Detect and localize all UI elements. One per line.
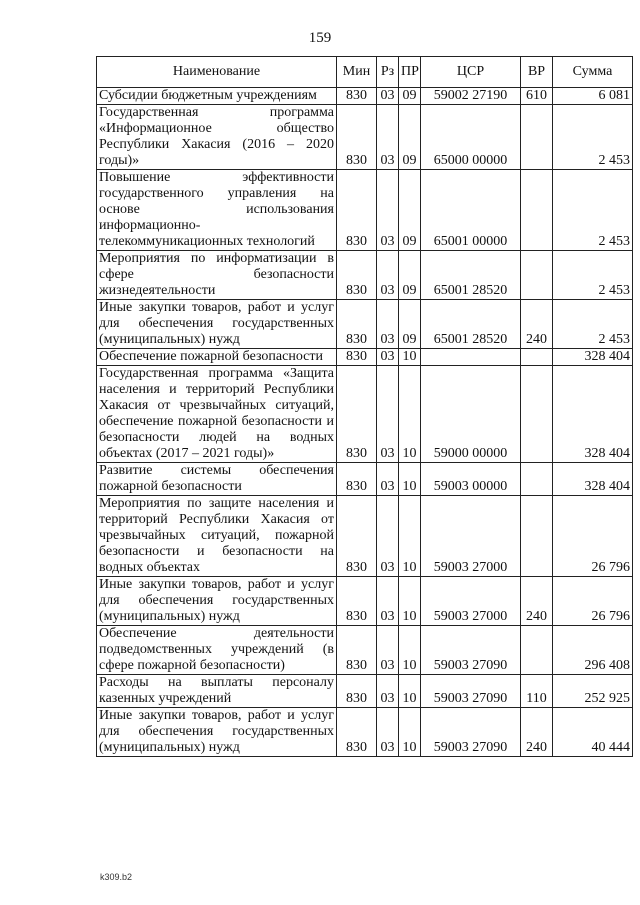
table-row bbox=[97, 577, 633, 626]
cell-name: Иные закупки товаров, работ и услуг для обеспечения государственных (муниципальных) нужд bbox=[97, 577, 337, 626]
cell-name: Повышение эффективности государственного управления на основе использования информационно-телекоммуникационных технологий bbox=[97, 170, 337, 251]
cell-name: Государственная программа «Защита населения и территорий Республики Хакасия от чрезвычайных ситуаций, обеспечение пожарной безопасности и безопасности людей на водных объектах (2017 – 2021 годы)» bbox=[97, 366, 337, 463]
cell-vr bbox=[521, 496, 553, 577]
table-row bbox=[97, 251, 633, 300]
cell-csr: 65000 00000 bbox=[421, 105, 521, 170]
cell-sum: 6 081 bbox=[553, 88, 633, 105]
budget-table-body bbox=[97, 88, 633, 757]
header-pr: ПР bbox=[399, 57, 421, 88]
cell-pr: 10 bbox=[399, 577, 421, 626]
cell-min: 830 bbox=[337, 251, 377, 300]
cell-min: 830 bbox=[337, 300, 377, 349]
cell-rz: 03 bbox=[377, 300, 399, 349]
page-number: 159 bbox=[308, 30, 332, 46]
header-csr: ЦСР bbox=[421, 57, 521, 88]
cell-vr: 240 bbox=[521, 708, 553, 757]
cell-csr: 65001 00000 bbox=[421, 170, 521, 251]
cell-pr: 10 bbox=[399, 675, 421, 708]
cell-csr: 59003 27090 bbox=[421, 626, 521, 675]
cell-csr: 59002 27190 bbox=[421, 88, 521, 105]
cell-pr: 09 bbox=[399, 300, 421, 349]
header-vr: ВР bbox=[521, 57, 553, 88]
cell-rz: 03 bbox=[377, 366, 399, 463]
cell-name: Обеспечение деятельности подведомственных учреждений (в сфере пожарной безопасности) bbox=[97, 626, 337, 675]
cell-pr: 10 bbox=[399, 366, 421, 463]
cell-vr bbox=[521, 626, 553, 675]
cell-vr: 610 bbox=[521, 88, 553, 105]
cell-sum: 252 925 bbox=[553, 675, 633, 708]
cell-name: Мероприятия по защите населения и территорий Республики Хакасия от чрезвычайных ситуаций, пожарной безопасности и безопасности на водных объектах bbox=[97, 496, 337, 577]
cell-vr: 110 bbox=[521, 675, 553, 708]
cell-rz: 03 bbox=[377, 88, 399, 105]
cell-sum: 328 404 bbox=[553, 463, 633, 496]
cell-vr bbox=[521, 105, 553, 170]
cell-vr bbox=[521, 366, 553, 463]
cell-name: Мероприятия по информатизации в сфере безопасности жизнедеятельности bbox=[97, 251, 337, 300]
cell-vr bbox=[521, 170, 553, 251]
cell-rz: 03 bbox=[377, 496, 399, 577]
cell-name: Иные закупки товаров, работ и услуг для обеспечения государственных (муниципальных) нужд bbox=[97, 708, 337, 757]
table-row bbox=[97, 463, 633, 496]
table-row bbox=[97, 170, 633, 251]
cell-vr: 240 bbox=[521, 577, 553, 626]
cell-sum: 26 796 bbox=[553, 496, 633, 577]
cell-sum: 40 444 bbox=[553, 708, 633, 757]
cell-sum: 296 408 bbox=[553, 626, 633, 675]
cell-csr: 59003 00000 bbox=[421, 463, 521, 496]
table-row bbox=[97, 88, 633, 105]
cell-pr: 09 bbox=[399, 88, 421, 105]
table-row bbox=[97, 496, 633, 577]
cell-pr: 10 bbox=[399, 626, 421, 675]
cell-min: 830 bbox=[337, 496, 377, 577]
cell-rz: 03 bbox=[377, 577, 399, 626]
cell-min: 830 bbox=[337, 88, 377, 105]
cell-name: Иные закупки товаров, работ и услуг для обеспечения государственных (муниципальных) нужд bbox=[97, 300, 337, 349]
cell-min: 830 bbox=[337, 349, 377, 366]
table-row bbox=[97, 349, 633, 366]
cell-pr: 09 bbox=[399, 251, 421, 300]
cell-pr: 10 bbox=[399, 496, 421, 577]
cell-vr bbox=[521, 251, 553, 300]
cell-sum: 26 796 bbox=[553, 577, 633, 626]
header-min: Мин bbox=[337, 57, 377, 88]
cell-rz: 03 bbox=[377, 170, 399, 251]
table-row bbox=[97, 300, 633, 349]
cell-min: 830 bbox=[337, 708, 377, 757]
cell-name: Расходы на выплаты персоналу казенных учреждений bbox=[97, 675, 337, 708]
cell-name: Субсидии бюджетным учреждениям bbox=[97, 88, 337, 105]
cell-pr: 10 bbox=[399, 708, 421, 757]
cell-pr: 10 bbox=[399, 349, 421, 366]
cell-rz: 03 bbox=[377, 626, 399, 675]
cell-name: Обеспечение пожарной безопасности bbox=[97, 349, 337, 366]
cell-pr: 09 bbox=[399, 105, 421, 170]
table-row bbox=[97, 626, 633, 675]
cell-sum: 2 453 bbox=[553, 105, 633, 170]
cell-name: Развитие системы обеспечения пожарной безопасности bbox=[97, 463, 337, 496]
cell-csr: 59003 27000 bbox=[421, 496, 521, 577]
cell-csr: 65001 28520 bbox=[421, 251, 521, 300]
cell-rz: 03 bbox=[377, 708, 399, 757]
footer-code: k309.b2 bbox=[100, 872, 133, 882]
cell-csr bbox=[421, 349, 521, 366]
cell-min: 830 bbox=[337, 675, 377, 708]
cell-vr: 240 bbox=[521, 300, 553, 349]
cell-pr: 09 bbox=[399, 170, 421, 251]
header-name: Наименование bbox=[97, 57, 337, 88]
cell-pr: 10 bbox=[399, 463, 421, 496]
cell-csr: 59003 27090 bbox=[421, 675, 521, 708]
header-row bbox=[97, 57, 633, 88]
cell-sum: 2 453 bbox=[553, 300, 633, 349]
cell-min: 830 bbox=[337, 577, 377, 626]
cell-sum: 328 404 bbox=[553, 349, 633, 366]
cell-rz: 03 bbox=[377, 675, 399, 708]
cell-sum: 328 404 bbox=[553, 366, 633, 463]
cell-rz: 03 bbox=[377, 105, 399, 170]
header-rz: Рз bbox=[377, 57, 399, 88]
cell-sum: 2 453 bbox=[553, 170, 633, 251]
cell-min: 830 bbox=[337, 170, 377, 251]
table-row bbox=[97, 105, 633, 170]
table-row bbox=[97, 708, 633, 757]
cell-min: 830 bbox=[337, 626, 377, 675]
cell-vr bbox=[521, 349, 553, 366]
header-sum: Сумма bbox=[553, 57, 633, 88]
cell-csr: 65001 28520 bbox=[421, 300, 521, 349]
cell-csr: 59003 27090 bbox=[421, 708, 521, 757]
cell-csr: 59003 27000 bbox=[421, 577, 521, 626]
cell-csr: 59000 00000 bbox=[421, 366, 521, 463]
cell-rz: 03 bbox=[377, 251, 399, 300]
cell-rz: 03 bbox=[377, 349, 399, 366]
cell-rz: 03 bbox=[377, 463, 399, 496]
table-row bbox=[97, 675, 633, 708]
cell-vr bbox=[521, 463, 553, 496]
cell-min: 830 bbox=[337, 463, 377, 496]
cell-name: Государственная программа «Информационное общество Республики Хакасия (2016 – 2020 годы)» bbox=[97, 105, 337, 170]
cell-sum: 2 453 bbox=[553, 251, 633, 300]
table-row bbox=[97, 366, 633, 463]
budget-table bbox=[96, 56, 633, 757]
cell-min: 830 bbox=[337, 366, 377, 463]
cell-min: 830 bbox=[337, 105, 377, 170]
